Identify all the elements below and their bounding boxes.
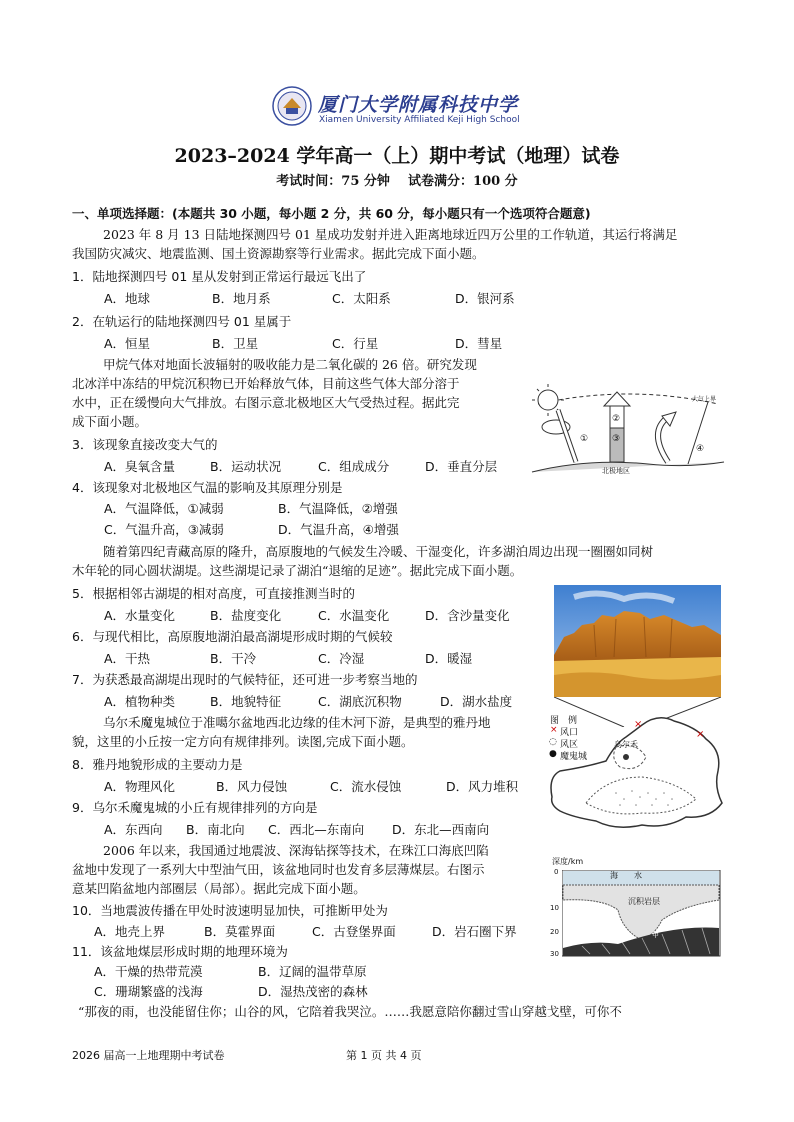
arctic-atm-label: 大气上界 [692,396,717,403]
q8-option-b[interactable]: B．风力侵蚀 [216,779,288,794]
passage-6-line1: “那夜的雨，也没能留住你；山谷的风，它陪着我哭泣。……我愿意陪你翻过雪山穿越戈壁，可你不 [78,1004,622,1019]
svg-text:×: × [634,719,643,730]
q5-option-a[interactable]: A．水量变化 [104,608,176,623]
q2-option-a[interactable]: A．恒星 [104,336,151,351]
passage-3-line1: 随着第四纪青藏高原的隆升，高原腹地的气候发生冷暖、干湿变化，许多湖泊周边出现一圈圈如同树 [103,544,654,559]
q6-option-a[interactable]: A．干热 [104,651,151,666]
question-1-stem: 1．陆地探测四号 01 星从发射到正常运行最远飞出了 [72,269,367,284]
q11-option-b[interactable]: B．辽阔的温带草原 [258,964,367,979]
exam-info: 考试时间：75 分钟 试卷满分：100 分 [276,174,518,189]
section-heading: 一、单项选择题：(本题共 30 小题，每小题 2 分，共 60 分，每小题只有一个选项符合题意) [72,206,591,221]
q5-option-d[interactable]: D．含沙量变化 [425,608,510,623]
school-name-en: Xiamen University Affiliated Keji High School [319,115,520,125]
question-9-stem: 9．乌尔禾魔鬼城的小丘有规律排列的方向是 [72,800,318,815]
section-tick-0: 0 [554,868,559,876]
question-2-stem: 2．在轨运行的陆地探测四号 01 星属于 [72,314,292,329]
svg-text:×: × [696,729,705,740]
arctic-label-1: ① [580,434,589,444]
arctic-label-2: ② [612,414,621,424]
q3-option-a[interactable]: A．臭氧含量 [104,459,176,474]
q6-option-c[interactable]: C．冷湿 [318,651,365,666]
page-title: 2023–2024 学年高一（上）期中考试（地理）试卷 [174,145,620,167]
q8-option-d[interactable]: D．风力堆积 [446,779,519,794]
q2-option-c[interactable]: C．行星 [332,336,379,351]
passage-2-line2: 北冰洋中冻结的甲烷沉积物已开始释放气体，目前这些气体大部分溶于 [72,376,460,391]
arctic-heating-figure [528,372,728,482]
q8-option-c[interactable]: C．流水侵蚀 [330,779,402,794]
q3-option-d[interactable]: D．垂直分层 [425,459,498,474]
q6-option-d[interactable]: D．暖湿 [425,651,473,666]
question-10-stem: 10．当地震波传播在甲处时波速明显加快，可推断甲处为 [72,903,388,918]
legend-wind-mouth: 风口 [560,728,579,738]
legend-wind-area: 风区 [560,740,579,750]
q11-option-a[interactable]: A．干燥的热带荒漠 [94,964,203,979]
section-ylabel: 深度/km [552,857,584,866]
question-7-stem: 7．为获悉最高湖堤出现时的气候特征，还可进一步考察当地的 [72,672,418,687]
q4-option-d[interactable]: D．气温升高，④增强 [278,522,399,537]
q7-option-a[interactable]: A．植物种类 [104,694,176,709]
question-4-stem: 4．该现象对北极地区气温的影响及其原理分别是 [72,480,343,495]
legend-city: 魔鬼城 [560,752,588,762]
legend-wind-mouth-icon: × [550,725,558,735]
question-6-stem: 6．与现代相比，高原腹地湖泊最高湖堤形成时期的气候较 [72,629,393,644]
q4-option-a[interactable]: A．气温降低，①减弱 [104,501,224,516]
q9-option-a[interactable]: A．东西向 [104,822,163,837]
q7-option-b[interactable]: B．地貌特征 [210,694,282,709]
q7-option-c[interactable]: C．湖底沉积物 [318,694,402,709]
question-11-stem: 11．该盆地煤层形成时期的地理环境为 [72,944,288,959]
school-logo [272,86,312,126]
question-8-stem: 8．雅丹地貌形成的主要动力是 [72,757,243,772]
section-jia-label: 甲 [652,931,659,939]
q3-option-b[interactable]: B．运动状况 [210,459,282,474]
q3-option-c[interactable]: C．组成成分 [318,459,390,474]
question-5-stem: 5．根据相邻古湖堤的相对高度，可直接推测当时的 [72,586,355,601]
q8-option-a[interactable]: A．物理风化 [104,779,176,794]
yardang-photo [554,585,721,697]
q10-option-b[interactable]: B．莫霍界面 [204,924,276,939]
passage-5-line3: 意某凹陷盆地内部圈层（局部）。据此完成下面小题。 [72,881,366,896]
map-legend-title: 图 例 [550,716,578,726]
section-tick-10: 10 [550,904,559,912]
junggar-map [546,707,726,835]
q1-option-d[interactable]: D．银河系 [455,291,515,306]
legend-wind-area-icon: ◌ [549,737,557,747]
q1-option-a[interactable]: A．地球 [104,291,151,306]
section-tick-20: 20 [550,928,559,936]
arctic-label-3: ③ [612,434,621,444]
footer-left: 2026 届高一上地理期中考试卷 [72,1049,225,1062]
q4-option-b[interactable]: B．气温降低，②增强 [278,501,398,516]
arctic-ground-label: 北极地区 [602,467,630,475]
arctic-label-4: ④ [696,444,705,454]
q9-option-d[interactable]: D．东北—西南向 [392,822,490,837]
section-sea-label: 海 水 [610,871,642,880]
passage-4-line1: 乌尔禾魔鬼城位于准噶尔盆地西北边缘的佳木河下游，是典型的雅丹地 [103,715,491,730]
section-sediment-label: 沉积岩层 [628,897,660,906]
q10-option-c[interactable]: C．古登堡界面 [312,924,396,939]
q1-option-b[interactable]: B．地月系 [212,291,271,306]
legend-city-icon: ● [549,749,557,759]
question-3-stem: 3．该现象直接改变大气的 [72,437,218,452]
q11-option-c[interactable]: C．珊瑚繁盛的浅海 [94,984,203,999]
q9-option-c[interactable]: C．西北—东南向 [268,822,365,837]
section-tick-30: 30 [550,950,559,958]
footer-page-number: 第 1 页 共 4 页 [346,1049,422,1062]
q7-option-d[interactable]: D．湖水盐度 [440,694,513,709]
q2-option-d[interactable]: D．彗星 [455,336,503,351]
passage-4-line2: 貌，这里的小丘按一定方向有规律排列。读图,完成下面小题。 [72,734,414,749]
q5-option-b[interactable]: B．盐度变化 [210,608,282,623]
q11-option-d[interactable]: D．湿热茂密的森林 [258,984,368,999]
school-name-cn: 厦门大学附属科技中学 [318,94,519,116]
crust-section-figure [548,856,724,960]
q1-option-c[interactable]: C．太阳系 [332,291,391,306]
q9-option-b[interactable]: B．南北向 [186,822,245,837]
q6-option-b[interactable]: B．干冷 [210,651,257,666]
passage-1-line2: 我国防灾减灾、地震监测、国土资源勘察等行业需求。据此完成下面小题。 [72,246,485,261]
passage-5-line1: 2006 年以来，我国通过地震波、深海钻探等技术，在珠江口海底凹陷 [103,843,489,858]
passage-2-line4: 成下面小题。 [72,414,148,429]
map-city-label: 乌尔禾 [614,740,638,749]
passage-2-line3: 水中，正在缓慢向大气排放。右图示意北极地区大气受热过程。据此完 [72,395,460,410]
passage-2-line1: 甲烷气体对地面长波辐射的吸收能力是二氧化碳的 26 倍。研究发现 [103,357,477,372]
q5-option-c[interactable]: C．水温变化 [318,608,390,623]
passage-3-line2: 木年轮的同心圆状湖堤。这些湖堤记录了湖泊“退缩的足迹”。据此完成下面小题。 [72,563,523,578]
q4-option-c[interactable]: C．气温升高，③减弱 [104,522,224,537]
passage-5-line2: 盆地中发现了一系列大中型油气田，该盆地同时也发育多层薄煤层。右图示 [72,862,485,877]
q10-option-d[interactable]: D．岩石圈下界 [432,924,517,939]
q10-option-a[interactable]: A．地壳上界 [94,924,166,939]
passage-1-line1: 2023 年 8 月 13 日陆地探测四号 01 星成功发射并进入距离地球近四万公里的工作轨道，其运行将满足 [103,227,678,242]
q2-option-b[interactable]: B．卫星 [212,336,259,351]
